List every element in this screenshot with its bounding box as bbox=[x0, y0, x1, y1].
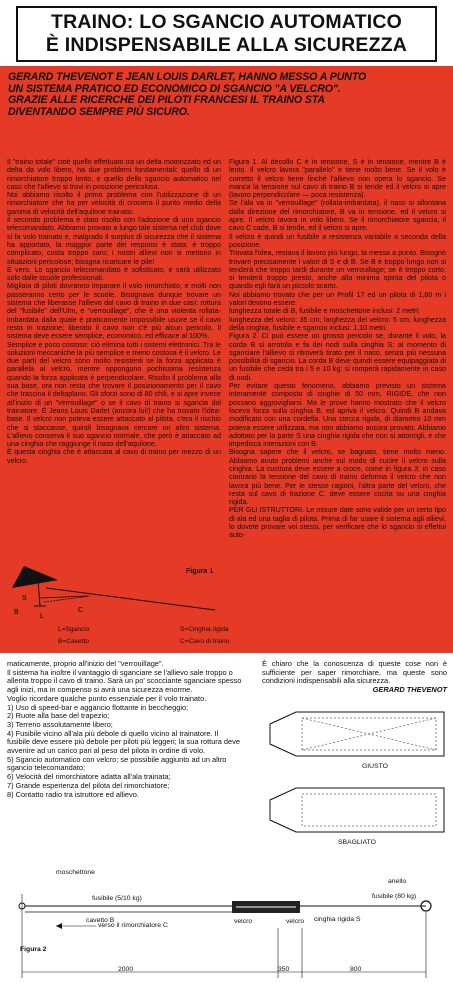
legend-cavetto: B=Cavetto bbox=[58, 638, 89, 645]
paragraph: Se l'ala va in "verrouillage" (rollata-imbardata), il naso si allontana dalla direzione del rimorchiatore, B va in tensione, ed il velcro si apre. Il velcro lavora in volo libero. Se il rimorchiatore sgancia, il cavo C cade, B si tende, ed il velcro si apre. bbox=[229, 199, 446, 233]
stitching-correct-diagram bbox=[266, 710, 450, 758]
figure-2-label: Figura 2 bbox=[20, 946, 47, 953]
lead-paragraph bbox=[8, 72, 445, 118]
closing-paragraph: È chiaro che la conoscenza di queste cose non è sufficiente per saper rimorchiare, ma queste sono condizioni indispensabili alla sicurezza. bbox=[262, 659, 447, 686]
dimension-800: 800 bbox=[350, 966, 362, 973]
title-line-1: TRAINO: LO SGANCIO AUTOMATICO bbox=[50, 11, 402, 33]
letter-l: L bbox=[40, 613, 44, 620]
list-item: 1) Uso di speed-bar e aggancio flottante in beccheggio; bbox=[7, 702, 189, 712]
paragraph: È questa cinghia che è attaccata al cavo di traino per mezzo di un velcro. bbox=[7, 448, 221, 465]
paragraph: Noi abbiamo risolto il primo problema con l'utilizzazione di un rimorchiatore che ha per velocità di crociera il punto medio della gamma di velocità dell'aquilone trainato. bbox=[7, 191, 221, 216]
glider-keel bbox=[38, 580, 40, 606]
paragraph: lunghezza totale di B, fusibile e moschettone inclusi: 2 metri; bbox=[229, 307, 420, 316]
label-cavetto: cavetto B bbox=[86, 917, 115, 924]
list-item: 8) Contatto radio tra istruttore ed allievo. bbox=[7, 789, 139, 799]
paragraph: maticamente, proprio all'inizio del "verrouillage". bbox=[7, 659, 164, 668]
label-cinghia: cinghia rigida S bbox=[314, 916, 361, 923]
paragraph: Semplice e poco costoso: ciò elimina tutti i sistemi elettronici. Tra le soluzioni meccaniche la più semplice e meno costosa è il velcro. Le due parti del velcro sono molto resistenti se la forza applicata è parallela al velcro, mentre oppongono pochissima resistenza quando la forza applicata è perpendicolare. Risolto il problema alla sua base, ora non resta che trovare il posizionamento per il cavo che trascina il deltaplano. Gli sforzi sono di 80 chili, e si apre invece all'inizio di un "verrouillage" o se il cavo di traino si sgancia dal trainatore. È Jeans Louis Darlet (ancora lui!) che ha trovato l'idea-base. Il velcro non poteva essere attaccato al pilota, c'era il rischio che si staccasse, quindi bisognava cercare un altro sistema. L'allievo conserva il suo sgancio normale, che però è attaccato ad una cinghia che raggiunge il naso dell'aquilone. bbox=[7, 340, 221, 449]
label-velcro-1: velcro bbox=[234, 918, 253, 925]
article-column-4 bbox=[262, 660, 447, 695]
paragraph: Il secondo problema è stato risolto con l'adozione di uno sgancio telecomandato. Abbiamo provato a lungo tale sistema nel club dove si fa volo trainato e, malgrado il surplus di sicurezza che il sistema ha apportato, la maggior parte dei responsi è stata: è troppo complicato, costa troppo caro; i nostri allievi non si mettono in situazioni pericolose; bisogna ricaricare le pile! bbox=[7, 216, 221, 266]
label-velcro-2: velcro bbox=[286, 918, 305, 925]
label-fusibile-small: fusibile (5/10 kg) bbox=[92, 895, 142, 902]
list-item: 2) Ruote alla base del trapezio; bbox=[7, 711, 110, 721]
label-moschettone: moschettone bbox=[56, 869, 95, 876]
label-wrong: SBAGLIATO bbox=[338, 839, 376, 846]
paragraph: Figura 1. Al decollo C è in tensione, S è in tensione, mentre B è lento. Il velcro lavora "parallelo" e tiene molto bene. Se il volo è corretto il velcro tiene finché l'allievo non opera lo sgancio. Se manca la tensione sul cavo di traino B si tende ed il velcro si apre (lavoro perpendicolare — poca resistenza). bbox=[229, 158, 446, 200]
list-item: 4) Fusibile vicino all'ala più debole di quello vicino al trainatore. Il fusibile deve essere più debole per piloti più leggeri; la sua rottura deve avvenire ad un carico pari al peso del pilota in ordine di volo. bbox=[7, 728, 240, 756]
paragraph: Bisogna sapere che il velcro, se bagnato, tiene molto meno. Abbiamo avuto problemi anche sul modo di cucire il velcro sulla cinghia. La cucitura deve essere a croce, come in figura 3; in caso contrario la tensione del cavo di traino deforma il velcro che non lavora più bene. Per le stesse ragioni, l'altra parte del velcro, che resta sul cavo di trazione C, deve essere cucita su una cinghia rigida. bbox=[229, 448, 446, 507]
paragraph: Il "traino totale" cioè quello effettuato tra un delta motorizzato ed un delta da volo libero, ha due problemi fondamentali: quello di un rimorchiatore troppo lento, e quello dello sgancio automatico nel caso che l'allievo si trovi in posizione pericolosa. bbox=[7, 158, 221, 191]
hang-glider-wing bbox=[12, 566, 58, 588]
article-column-3 bbox=[7, 660, 243, 799]
lead-line: GRAZIE ALLE RICERCHE DEI PILOTI FRANCESI IL TRAINO STA bbox=[8, 94, 325, 106]
paragraph: Migliaia di piloti dovranno imparare il volo rimorchiato, e molti non passeranno certo per le scuole. Bisognava dunque trovare un sistema che liberasse l'allievo dal cavo di traino in due casi: rottura del "fusibile" dell'Ulm, e "verrouillage", che è una violenta rollata-imbardata dalla quale è praticamente impossibile uscire se il cavo resta in trazione; liberato il cavo non c'è più alcun pericolo. Il sistema deve essere semplice, economico, ed efficace al 100%. bbox=[7, 282, 221, 341]
figure-2-diagram bbox=[6, 868, 450, 996]
letter-s: S bbox=[22, 595, 27, 602]
legend-cavo: C=Cavo di traino bbox=[180, 638, 230, 645]
paragraph: Trovata l'idea, restava il lavoro più lungo, la messa a punto. Bisognò trovare precisamente i valori di S e di B. Se B è troppo lungo non si tenderà che troppo tardi durante un verrouillage; se è troppo corto, si tenderà troppo presto, anche alla minima spinta del pilota o quando egli farà un piccolo scarto. bbox=[229, 249, 446, 291]
lead-line: GERARD THEVENOT E JEAN LOUIS DARLET, HANNO MESSO A PUNTO bbox=[8, 71, 367, 83]
paragraph: PER GLI ISTRUTTORI. Le misure date sono valide per un certo tipo di ala ed una taglia di pilota. Prima di far usare il sistema agli allievi, lo dovete provare voi stessi, per verificare che lo sgancio si effettui auto- bbox=[229, 506, 446, 540]
paragraph: Per evitare questo fenomeno, abbiamo previsto un sistema interamente composto di cinghie di 50 mm, RIGIDE, che non possano aggrovigliarsi. Ma le prove hanno mostrato che il velcro faceva forza sulla cinghia B, ed apriva il velcro. Quindi B andava modificato con una cordella. Una stecca rigida, di diametro 10 mm poteva essere utilizzata, ma non abbiamo ancora provato. Abbiamo adottato per la parte S una cinghia rigida che non si attorcigli, e che impedisca interazioni con B. bbox=[229, 382, 446, 449]
letter-c: C bbox=[78, 607, 84, 614]
label-fusibile-big: fusibile (80 kg) bbox=[372, 893, 417, 900]
label-verso: verso il rimorchiatore C bbox=[98, 922, 168, 929]
letter-b: B bbox=[14, 609, 19, 616]
paragraph: È vero. Lo sgancio telecomandato è sofisticato, e sarà utilizzato solo dalle scuole professionali. bbox=[7, 265, 221, 283]
list-item: 5) Sgancio automatico con velcro; se possibile aggiunto ad un altro sgancio telecomandato; bbox=[7, 754, 227, 773]
stitching-wrong-diagram bbox=[266, 786, 450, 834]
label-correct: GIUSTO bbox=[362, 763, 388, 770]
title-line-2: È INDISPENSABILE ALLA SICUREZZA bbox=[45, 34, 408, 56]
dimension-2000: 2000 bbox=[118, 966, 134, 973]
paragraph: Figura 2. Ci può essere un grosso pericolo se, durante il volo, la corda B si arrotola e fa dei nodi sulla cinghia S: al momento di sganciare l'allievo si ritroverà tirato per il naso, senza più nessuna possibilità di sgancio. La corda B deve quindi essere equipaggiata di un fusibile che ceda tra i 5 e 10 kg: si romperà rapidamente in caso di nodi. bbox=[229, 332, 446, 382]
label-anello: anello bbox=[388, 878, 407, 885]
paragraph: Noi abbiamo trovato che per un Profil 17 ed un pilota di 1,80 m i valori devono essere: bbox=[229, 290, 446, 308]
figure-1-label: Figura 1 bbox=[186, 568, 214, 575]
key-points-list bbox=[7, 704, 243, 800]
title-box bbox=[16, 6, 437, 62]
lead-line: DIVENTANDO SEMPRE PIÙ SICURO. bbox=[8, 105, 190, 118]
tow-line-c bbox=[46, 588, 215, 610]
paragraph: Voglio ricordare qualche punto essenziale per il volo trainato. bbox=[7, 693, 207, 703]
list-item: 3) Terreno assolutamente libero; bbox=[7, 719, 113, 729]
paragraph: Il velcro è quindi un fusibile a resistenza variabile a seconda della posizione. bbox=[229, 232, 446, 249]
legend-sgancio: L=Sgancio bbox=[58, 626, 90, 633]
list-item: 7) Grande esperienza del pilota del rimorchiatore; bbox=[7, 780, 170, 790]
article-column-1 bbox=[7, 158, 221, 465]
list-item: 6) Velocità del rimorchiatore adatta all'ala trainata; bbox=[7, 772, 171, 782]
dimension-350: 350 bbox=[278, 966, 290, 973]
author-signature: GERARD THEVENOT bbox=[372, 685, 447, 695]
lead-line: UN SISTEMA PRATICO ED ECONOMICO DI SGANCIO "A VELCRO". bbox=[8, 82, 341, 95]
legend-cinghia: S=Cinghia rigida bbox=[180, 626, 229, 633]
paragraph: lunghezza del velcro: 35 cm; larghezza del velcro: 5 cm; lunghezza della cinghia, fusibile e sgancio inclusi: 1,10 metri. bbox=[229, 315, 446, 332]
article-column-2 bbox=[229, 158, 446, 540]
paragraph: Il sistema ha inoltre il vantaggio di sganciare se l'allievo sale troppo o allenta troppo il cavo di traino. Sarà un po' scocciante sganciare spesso agli inizi, ma in compenso si avrà una sicurezza enorme. bbox=[7, 667, 242, 695]
